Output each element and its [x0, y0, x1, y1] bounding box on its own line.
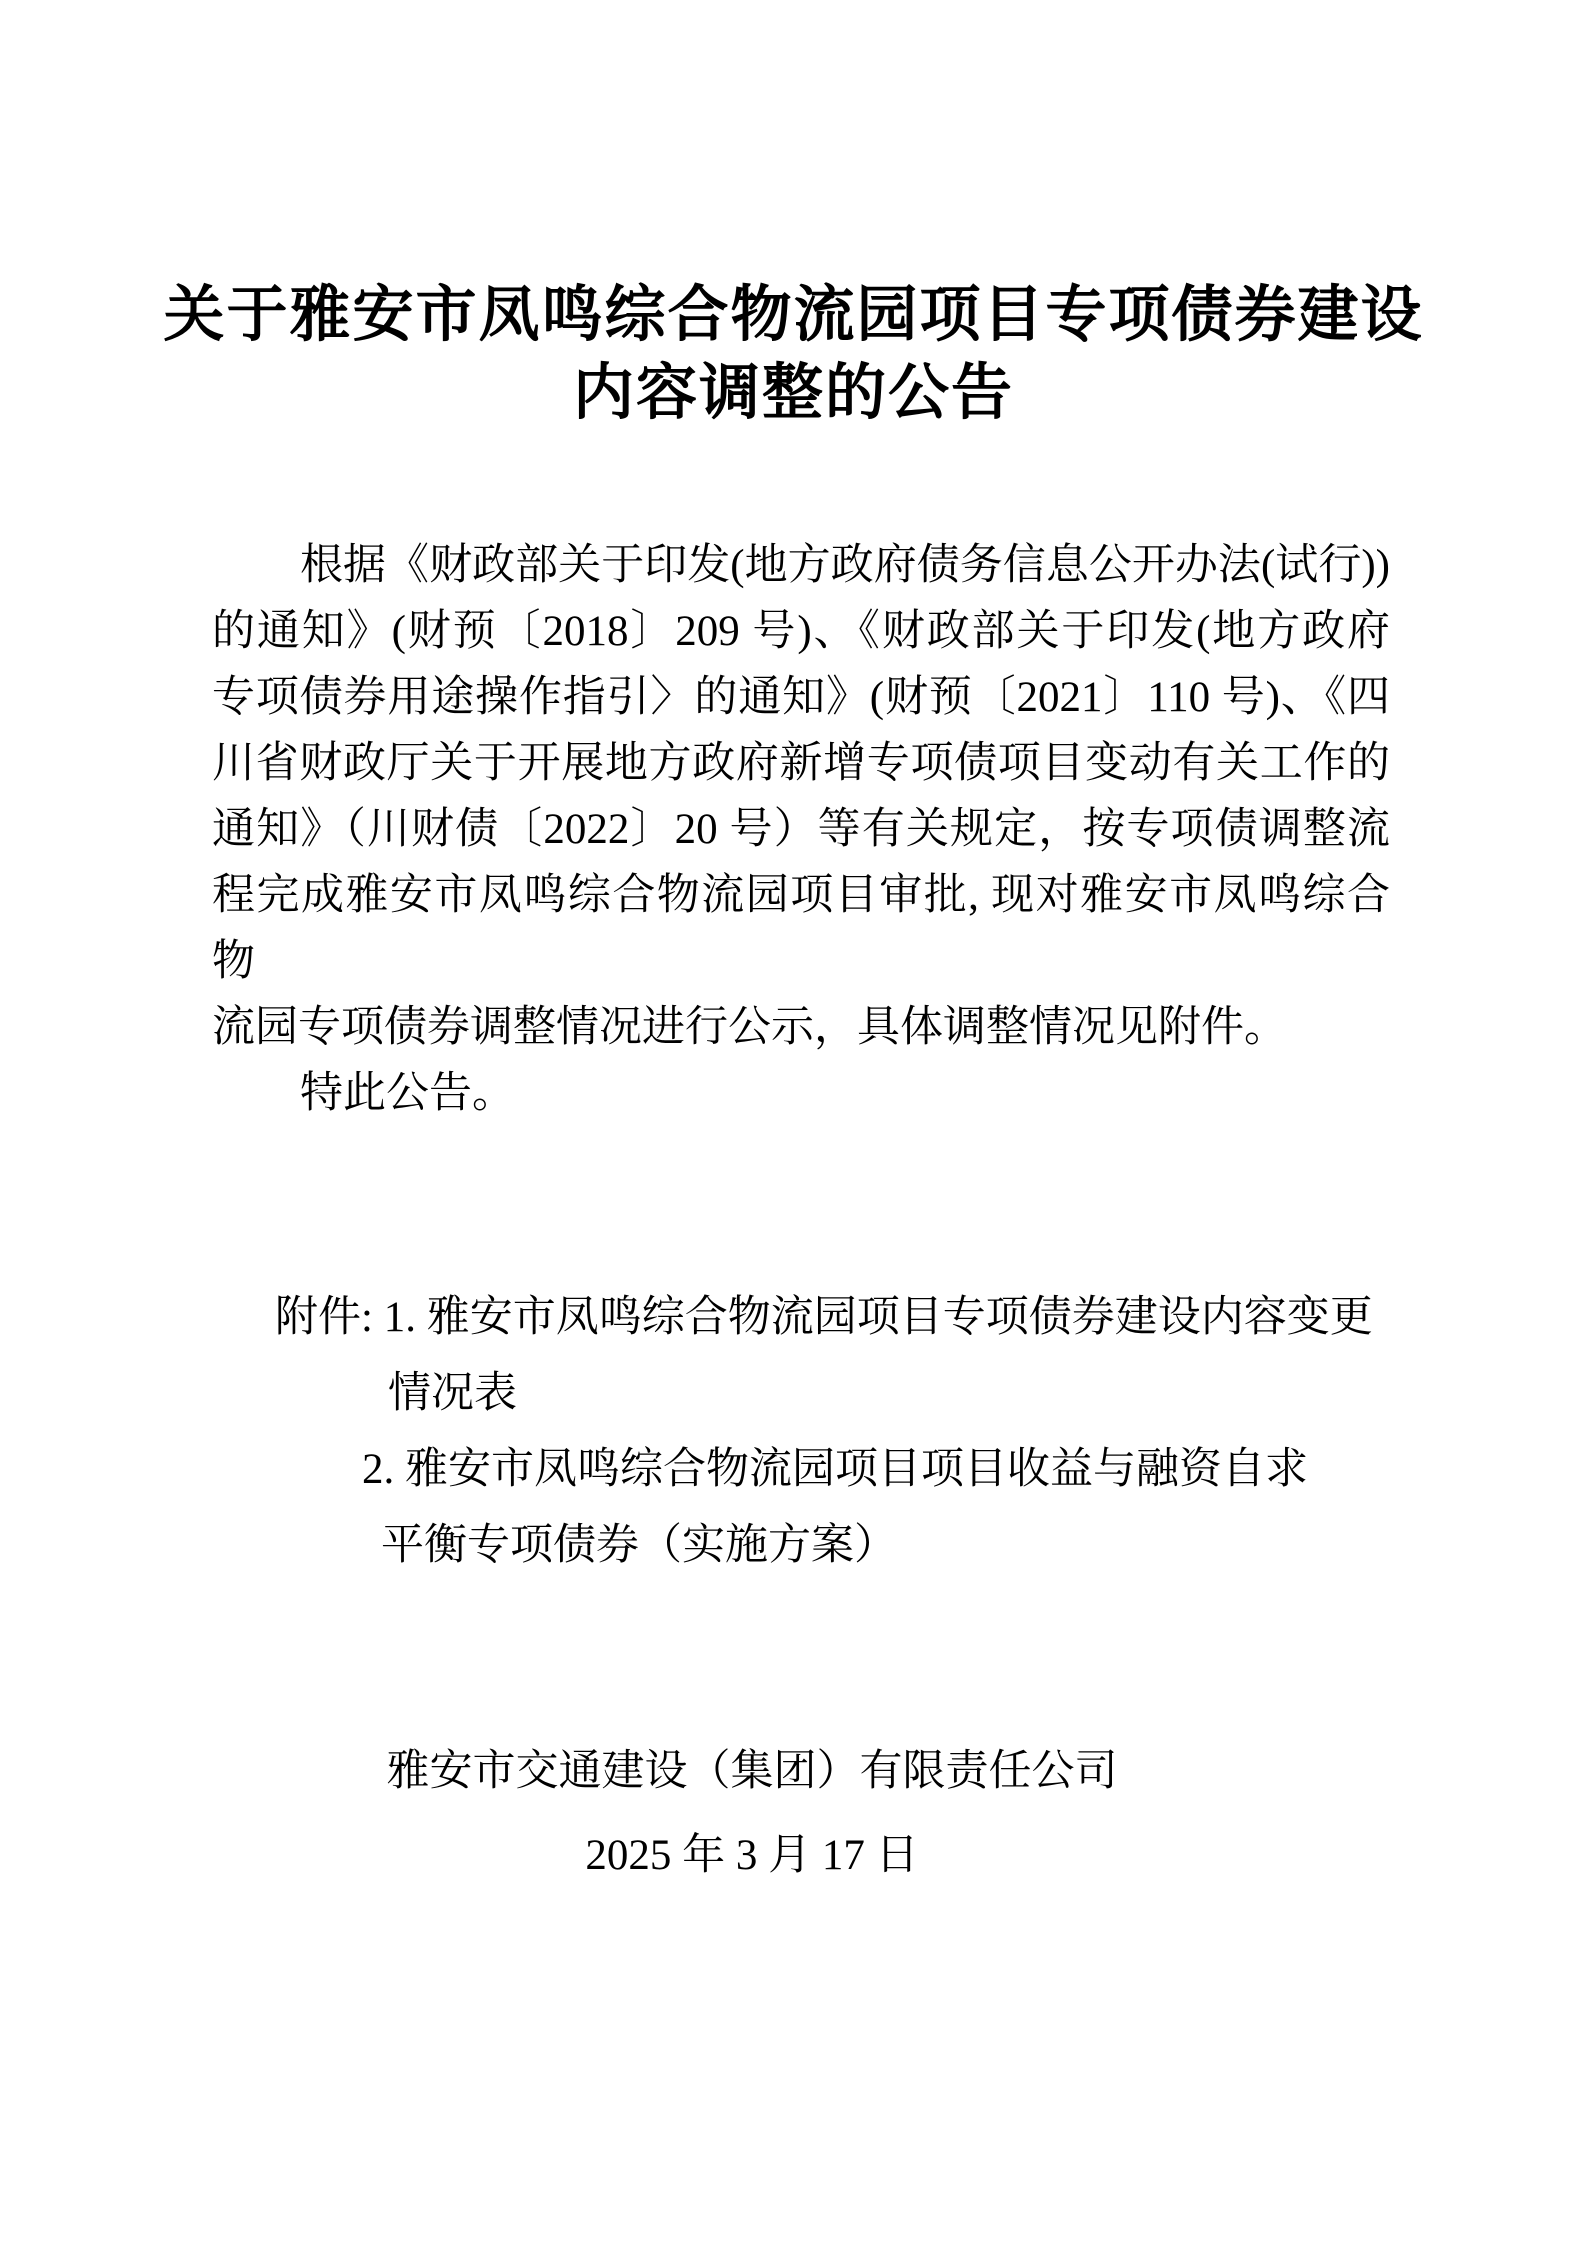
body-paragraph	[212, 533, 1390, 1127]
signature-block	[212, 1730, 1292, 1898]
signature-company: 雅安市交通建设（集团）有限责任公司	[386, 1748, 1118, 1795]
title-line-1: 关于雅安市凤鸣综合物流园项目专项债券建设	[163, 282, 1424, 349]
document-content	[212, 533, 1390, 1898]
attachments-section	[212, 1280, 1390, 1584]
signature-date: 2025 年 3 月 17 日	[585, 1832, 919, 1879]
attachment-line: 平衡专项债券（实施方案）	[381, 1522, 897, 1569]
body-line-closing: 特此公告。	[300, 1070, 515, 1117]
page-title	[0, 0, 1587, 433]
body-line: 流园专项债券调整情况进行公示，具体调整情况见附件。	[212, 1004, 1287, 1051]
attachment-line: 2. 雅安市凤鸣综合物流园项目项目收益与融资自求	[362, 1446, 1308, 1493]
body-line: 通知》（川财债〔2022〕20 号）等有关规定，按专项债调整流	[212, 806, 1390, 853]
title-line-2: 内容调整的公告	[572, 360, 1014, 427]
body-line: 程完成雅安市凤鸣综合物流园项目审批, 现对雅安市凤鸣综合物	[212, 872, 1390, 985]
body-line: 川省财政厅关于开展地方政府新增专项债项目变动有关工作的	[212, 740, 1390, 787]
attachment-line: 情况表	[388, 1370, 517, 1417]
attachment-line: 附件: 1. 雅安市凤鸣综合物流园项目专项债券建设内容变更	[275, 1294, 1373, 1341]
body-line: 专项债券用途操作指引〉的通知》(财预〔2021〕110 号)、《四	[212, 674, 1390, 721]
body-line: 的通知》(财预〔2018〕209 号)、《财政部关于印发(地方政府	[212, 608, 1390, 655]
body-line: 根据《财政部关于印发(地方政府债务信息公开办法(试行))	[300, 542, 1390, 589]
